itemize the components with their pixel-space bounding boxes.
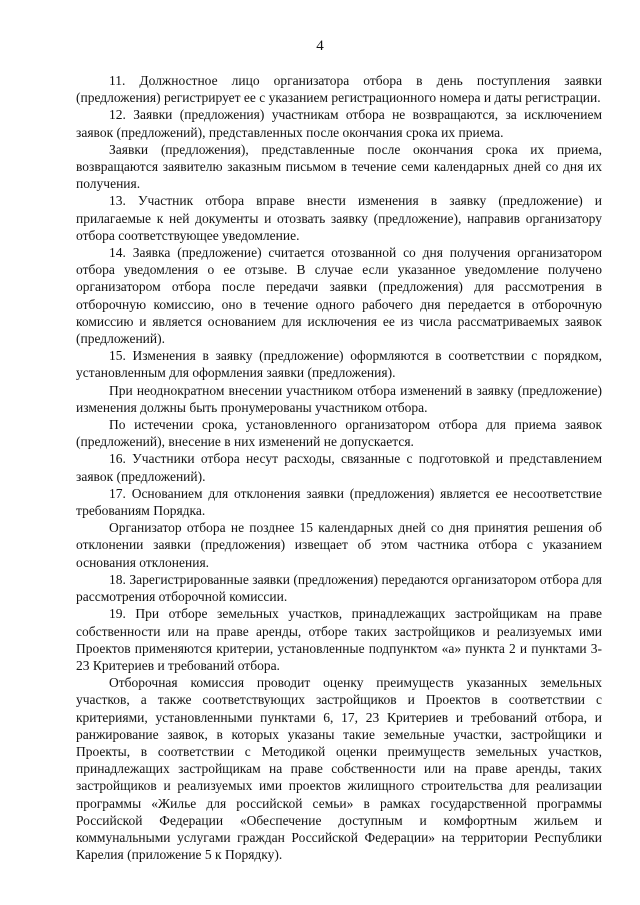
document-body [76, 72, 602, 863]
paragraph-18: 18. Зарегистрированные заявки (предложения) передаются организатором отбора для рассмотрения отборочной комиссии. [76, 571, 602, 605]
paragraph-19-assessment: Отборочная комиссия проводит оценку преимуществ указанных земельных участков, а также соответствующих застройщиков и Проектов в соответствии с критериями, установленными пунктами 6, 17, 23 Критериев и требований отбора, и ранжирование заявок, в которых указаны такие земельные участки, застройщики и Проекты, в соответствии с Методикой оценки преимуществ земельных участков, принадлежащих застройщикам на праве собственности или на праве аренды, таких застройщиков и реализуемых ими проектов жилищного строительства для реализации программы «Жилье для российской семьи» в рамках государственной программы Российской Федерации «Обеспечение доступным и комфортным жильем и коммунальными услугами граждан Российской Федерации» на территории Республики Карелия (приложение 5 к Порядку). [76, 675, 602, 863]
paragraph-15: 15. Изменения в заявку (предложение) оформляются в соответствии с порядком, установленным для оформления заявки (предложения). [76, 348, 602, 381]
paragraph-17-notice: Организатор отбора не позднее 15 календарных дней со дня принятия решения об отклонении заявки (предложения) извещает об этом частника отбора с указанием основания отклонения. [76, 520, 602, 570]
paragraph-17: 17. Основанием для отклонения заявки (предложения) является ее несоответствие требованиям Порядка. [76, 485, 602, 519]
paragraph-16: 16. Участники отбора несут расходы, связанные с подготовкой и представлением заявок (предложений). [76, 451, 602, 484]
paragraph-13: 13. Участник отбора вправе внести изменения в заявку (предложение) и прилагаемые к ней документы и отозвать заявку (предложение), направив организатору отбора соответствующее уведомление. [76, 193, 602, 243]
paragraph-12-continued: Заявки (предложения), представленные после окончания срока их приема, возвращаются заявителю заказным письмом в течение семи календарных дней со дня их получения. [76, 141, 602, 192]
paragraph-14: 14. Заявка (предложение) считается отозванной со дня получения организатором отбора уведомления о ее отзыве. В случае если указанное уведомление получено организатором отбора после передачи заявки (предложения) для рассмотрения в отборочную комиссию, оно в течение одного рабочего дня передается в отборочную комиссию и является основанием для исключения ее из числа рассматриваемых заявок (предложений). [76, 245, 602, 347]
paragraph-11: 11. Должностное лицо организатора отбора в день поступления заявки (предложения) регистрирует ее с указанием регистрационного номера и даты регистрации. [76, 73, 602, 106]
paragraph-15-numbering: При неоднократном внесении участником отбора изменений в заявку (предложение) изменения должны быть пронумерованы участником отбора. [76, 382, 602, 415]
paragraph-19: 19. При отборе земельных участков, принадлежащих застройщикам на праве собственности или на праве аренды, отборе таких застройщиков и реализуемых ими Проектов применяются критерии, установленные подпунктом «а» пункта 2 и пунктами 3-23 Критериев и требований отбора. [76, 606, 602, 673]
page-number: 4 [316, 38, 324, 54]
paragraph-15-deadline: По истечении срока, установленного организатором отбора для приема заявок (предложений), внесение в них изменений не допускается. [76, 417, 602, 450]
paragraph-12: 12. Заявки (предложения) участникам отбора не возвращаются, за исключением заявок (предложений), представленных после окончания срока их приема. [76, 107, 602, 140]
